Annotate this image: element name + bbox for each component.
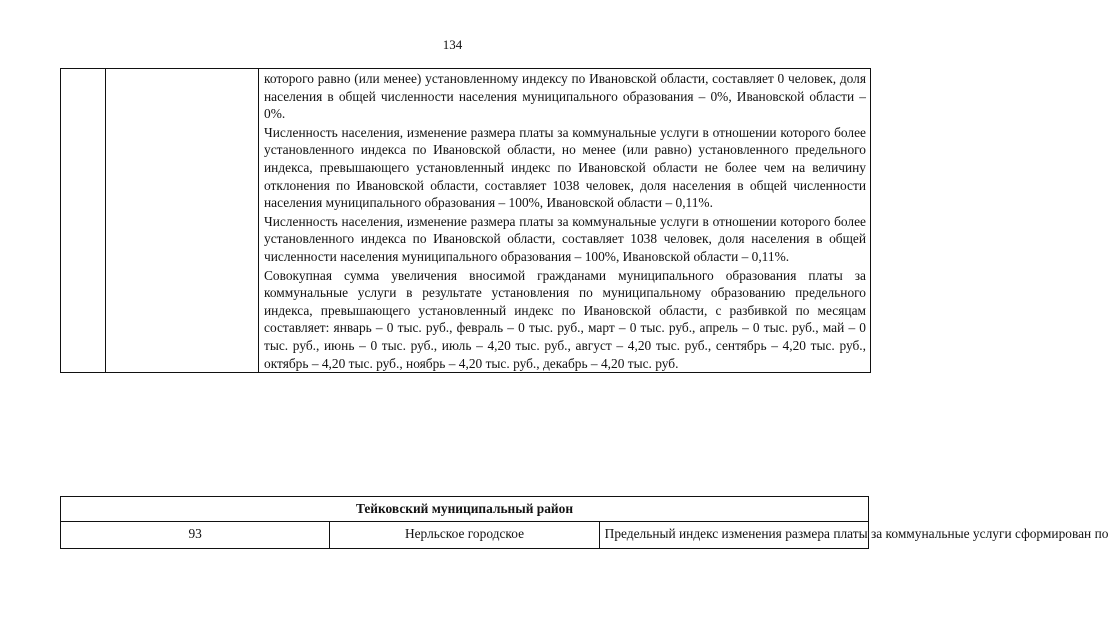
- paragraph-above-index: Численность населения, изменение размера платы за коммунальные услуги в отношении которого более установленного индекса по Ивановской области, составляет 1038 человек, доля населения в общей численности населения муниципального образования – 100%, Ивановской области – 0,11%.: [264, 213, 866, 264]
- description-cell: Предельный индекс изменения размера платы за коммунальные услуги сформирован по: [599, 522, 868, 549]
- description-cell: [259, 69, 871, 373]
- district-title: Тейковский муниципальный район: [61, 497, 869, 522]
- paragraph-monthly-sum: Совокупная сумма увеличения вносимой гражданами муниципального образования платы за коммунальные услуги в результате установления по муниципальному образованию предельного индекса, превышающего установленный индекс по Ивановской области, с разбивкой по месяцам составляет: январь – 0 тыс. руб., февраль – 0 тыс. руб., март – 0 тыс. руб., апрель – 0 тыс. руб., май – 0 тыс. руб., июнь – 0 тыс. руб., июль – 4,20 тыс. руб., август – 4,20 тыс. руб., сентябрь – 4,20 тыс. руб., октябрь – 4,20 тыс. руб., ноябрь – 4,20 тыс. руб., декабрь – 4,20 тыс. руб.: [264, 267, 866, 371]
- paragraph-within-deviation: Численность населения, изменение размера платы за коммунальные услуги в отношении которого более установленного индекса по Ивановской области, но менее (или равно) установленного предельного индекса, превышающего установленный индекс по Ивановской области не более чем на величину отклонения по Ивановской области, составляет 1038 человек, доля населения в общей численности населения муниципального образования – 100%, Ивановской области – 0,11%.: [264, 124, 866, 211]
- row-number-cell: [61, 69, 106, 373]
- municipality-name-cell: [106, 69, 259, 373]
- district-table: [60, 496, 1108, 549]
- row-number-cell: 93: [61, 522, 330, 549]
- municipality-name-cell: Нерльское городское: [330, 522, 599, 549]
- table-row: [61, 522, 869, 549]
- table-row: [61, 69, 871, 373]
- continuation-table: [60, 68, 871, 373]
- paragraph-zero-increase: которого равно (или менее) установленному индексу по Ивановской области, составляет 0 человек, доля населения в общей численности населения муниципального образования – 0%, Ивановской области – 0%.: [264, 71, 866, 122]
- section-header-row: [61, 497, 869, 522]
- page-number: 134: [442, 37, 463, 52]
